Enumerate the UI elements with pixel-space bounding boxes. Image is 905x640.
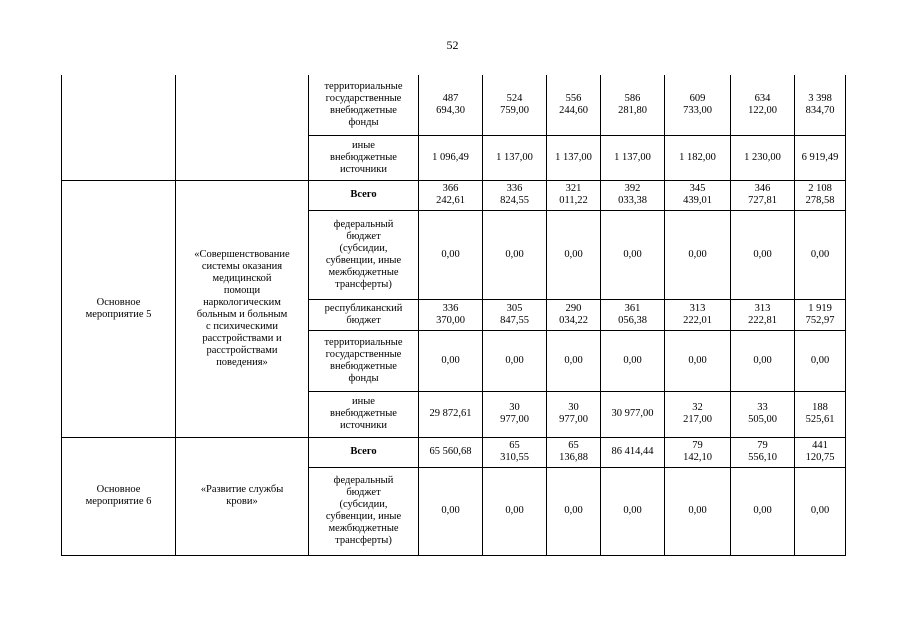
value-cell: 79 556,10 [731, 437, 795, 467]
value-cell: 0,00 [601, 467, 665, 555]
value-cell: 0,00 [731, 330, 795, 391]
source-cell: иные внебюджетные источники [309, 391, 419, 437]
value-cell: 0,00 [419, 467, 483, 555]
measure-name-cell: «Развитие службы крови» [176, 437, 309, 555]
source-cell: территориальные государственные внебюджетные фонды [309, 330, 419, 391]
value-cell: 0,00 [547, 210, 601, 299]
value-cell: 305 847,55 [483, 299, 547, 330]
value-cell: 346 727,81 [731, 180, 795, 210]
value-cell: 0,00 [731, 467, 795, 555]
page-number: 52 [446, 38, 459, 52]
value-cell: 0,00 [665, 467, 731, 555]
value-cell: 33 505,00 [731, 391, 795, 437]
value-cell: 524 759,00 [483, 75, 547, 135]
value-cell: 321 011,22 [547, 180, 601, 210]
financing-table [61, 75, 846, 556]
value-cell: 1 919 752,97 [795, 299, 846, 330]
value-cell: 1 096,49 [419, 135, 483, 180]
value-cell: 0,00 [795, 467, 846, 555]
value-cell: 556 244,60 [547, 75, 601, 135]
value-cell: 441 120,75 [795, 437, 846, 467]
measure-label-cell: Основное мероприятие 5 [62, 180, 176, 437]
value-cell: 29 872,61 [419, 391, 483, 437]
value-cell: 609 733,00 [665, 75, 731, 135]
value-cell: 0,00 [731, 210, 795, 299]
value-cell: 30 977,00 [547, 391, 601, 437]
measure-label-cell: Основное мероприятие 6 [62, 437, 176, 555]
source-cell: Всего [309, 180, 419, 210]
source-cell: Всего [309, 437, 419, 467]
value-cell: 0,00 [483, 210, 547, 299]
value-cell: 32 217,00 [665, 391, 731, 437]
value-cell: 65 310,55 [483, 437, 547, 467]
source-cell: республиканский бюджет [309, 299, 419, 330]
value-cell: 0,00 [665, 330, 731, 391]
value-cell: 0,00 [795, 330, 846, 391]
value-cell: 0,00 [795, 210, 846, 299]
value-cell: 86 414,44 [601, 437, 665, 467]
value-cell: 0,00 [483, 467, 547, 555]
value-cell: 0,00 [483, 330, 547, 391]
value-cell: 1 137,00 [601, 135, 665, 180]
value-cell: 313 222,81 [731, 299, 795, 330]
value-cell: 313 222,01 [665, 299, 731, 330]
value-cell: 0,00 [665, 210, 731, 299]
measure-label-cell [62, 75, 176, 180]
table-row [62, 180, 846, 210]
value-cell: 336 370,00 [419, 299, 483, 330]
value-cell: 361 056,38 [601, 299, 665, 330]
value-cell: 1 137,00 [547, 135, 601, 180]
source-cell: федеральный бюджет (субсидии, субвенции, иные межбюджетные трансферты) [309, 467, 419, 555]
value-cell: 65 136,88 [547, 437, 601, 467]
value-cell: 336 824,55 [483, 180, 547, 210]
value-cell: 30 977,00 [601, 391, 665, 437]
value-cell: 6 919,49 [795, 135, 846, 180]
value-cell: 1 230,00 [731, 135, 795, 180]
value-cell: 30 977,00 [483, 391, 547, 437]
source-cell: федеральный бюджет (субсидии, субвенции, иные межбюджетные трансферты) [309, 210, 419, 299]
value-cell: 3 398 834,70 [795, 75, 846, 135]
value-cell: 586 281,80 [601, 75, 665, 135]
value-cell: 1 137,00 [483, 135, 547, 180]
value-cell: 0,00 [547, 467, 601, 555]
value-cell: 0,00 [547, 330, 601, 391]
table-row [62, 75, 846, 135]
value-cell: 0,00 [601, 330, 665, 391]
value-cell: 366 242,61 [419, 180, 483, 210]
value-cell: 0,00 [601, 210, 665, 299]
value-cell: 345 439,01 [665, 180, 731, 210]
value-cell: 0,00 [419, 210, 483, 299]
measure-name-cell: «Совершенствование системы оказания медицинской помощи наркологическим больным и больным с психическими расстройствами и расстройствами поведения» [176, 180, 309, 437]
value-cell: 487 694,30 [419, 75, 483, 135]
value-cell: 2 108 278,58 [795, 180, 846, 210]
table-row [62, 437, 846, 467]
measure-name-cell [176, 75, 309, 180]
value-cell: 0,00 [419, 330, 483, 391]
value-cell: 79 142,10 [665, 437, 731, 467]
value-cell: 65 560,68 [419, 437, 483, 467]
value-cell: 188 525,61 [795, 391, 846, 437]
value-cell: 290 034,22 [547, 299, 601, 330]
value-cell: 1 182,00 [665, 135, 731, 180]
value-cell: 392 033,38 [601, 180, 665, 210]
value-cell: 634 122,00 [731, 75, 795, 135]
source-cell: иные внебюджетные источники [309, 135, 419, 180]
source-cell: территориальные государственные внебюджетные фонды [309, 75, 419, 135]
